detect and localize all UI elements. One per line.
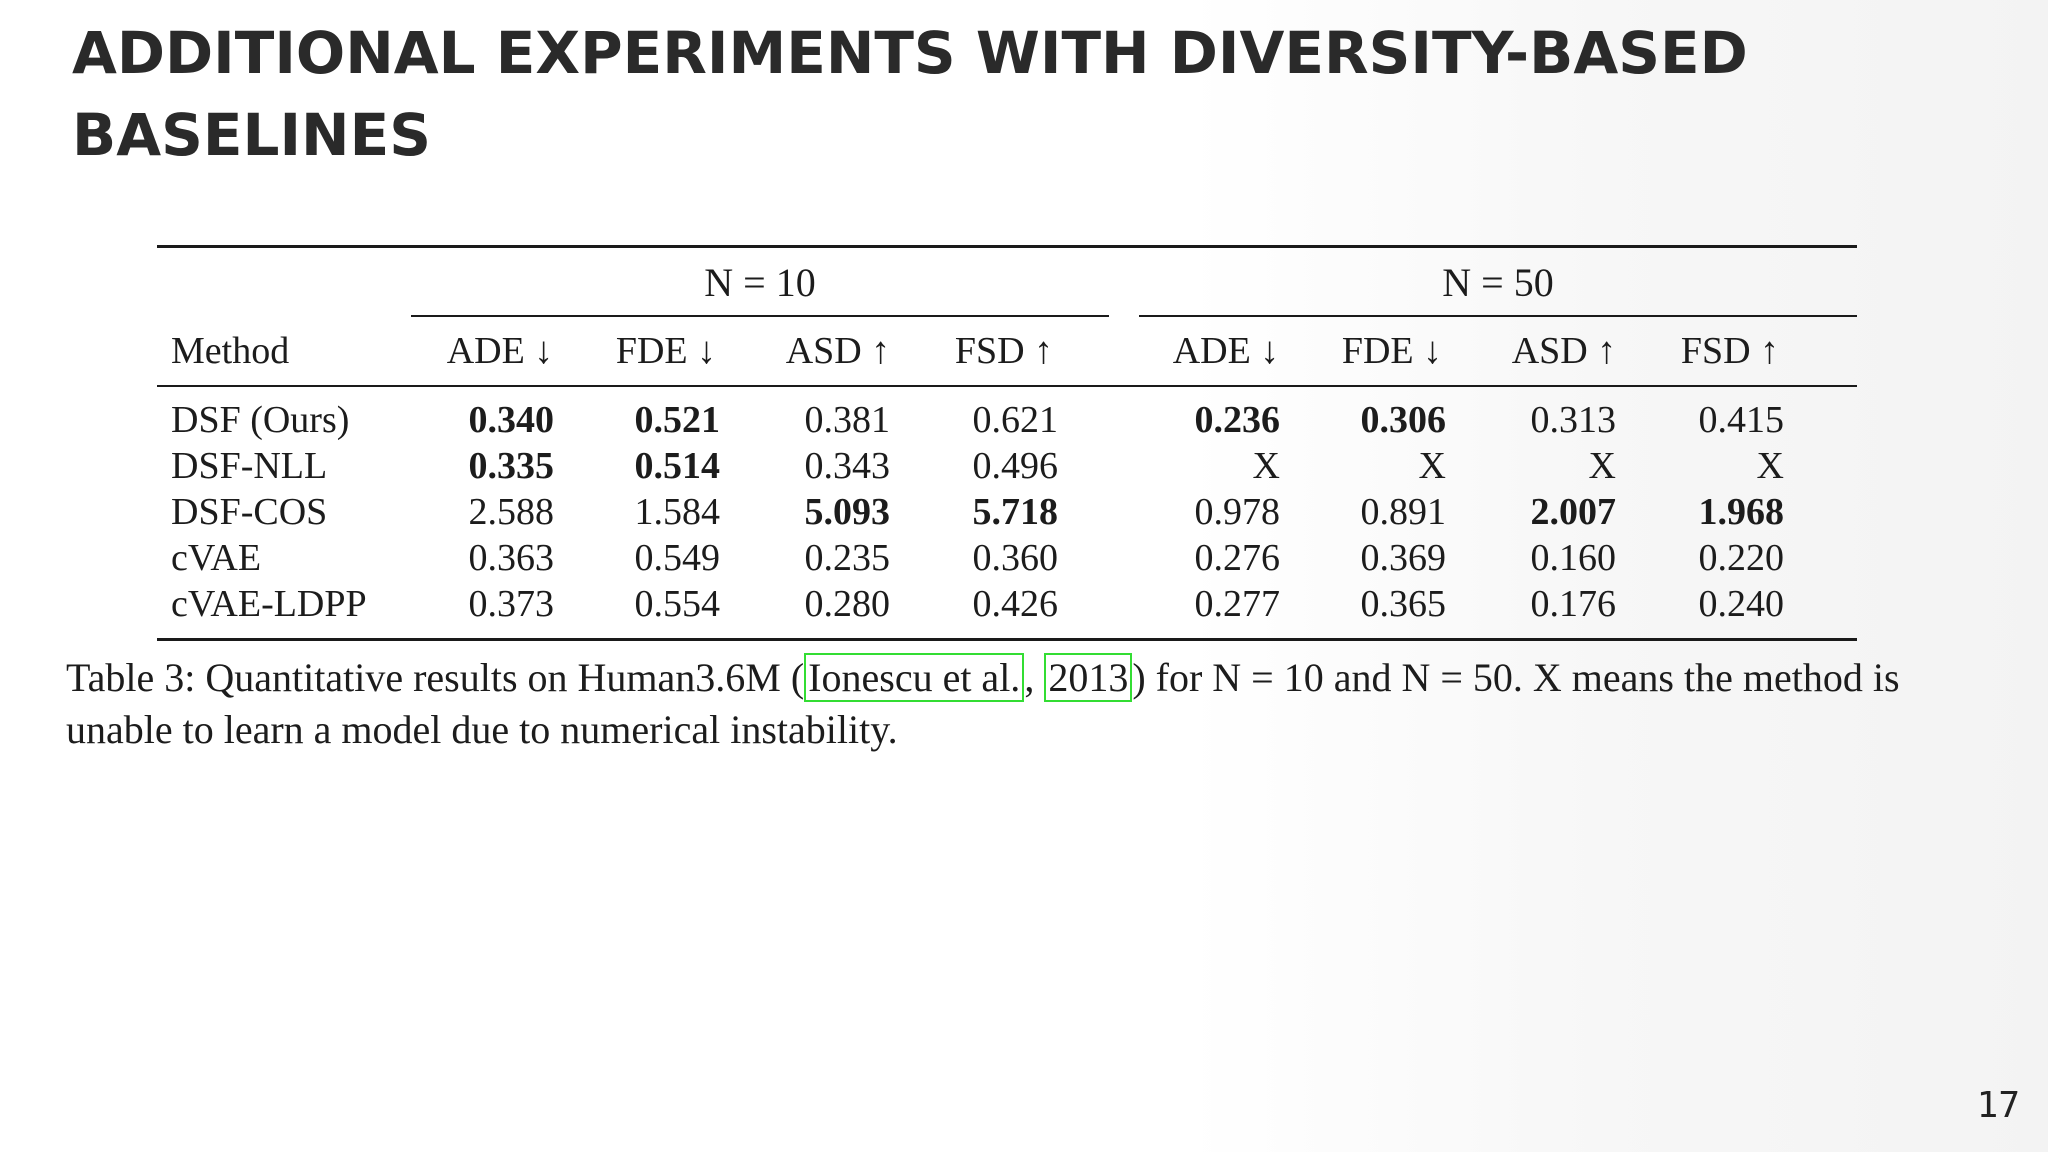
citation-link-year[interactable]: 2013 [1044, 653, 1132, 702]
slide-title: ADDITIONAL EXPERIMENTS WITH DIVERSITY-BASED BASELINES [72, 19, 1748, 169]
caption-suffix: ) for N = 10 and N = 50. X means the method is unable to learn a model due to numerical instability. [66, 655, 1900, 752]
table-cell: 1.584 [634, 491, 720, 533]
table-cell: 0.343 [804, 445, 890, 487]
table-top-rule [157, 245, 1857, 248]
table-cell: 0.373 [468, 583, 554, 625]
column-header-fde-n50: FDE ↓ [1341, 330, 1443, 372]
table-cell: 0.335 [468, 445, 554, 487]
table-cell: 0.280 [804, 583, 890, 625]
row-method: cVAE-LDPP [171, 583, 367, 625]
table-cell: 0.381 [804, 399, 890, 441]
table-cell: 0.240 [1698, 583, 1784, 625]
table-cell: 0.220 [1698, 537, 1784, 579]
table-cell: 0.235 [804, 537, 890, 579]
table-cell: 0.549 [634, 537, 720, 579]
table-cell: 0.426 [972, 583, 1058, 625]
group-header-n10: N = 10 [704, 260, 816, 305]
table-cell: 0.496 [972, 445, 1058, 487]
column-header-asd-n10: ASD ↑ [785, 330, 891, 372]
table-cell: 0.313 [1530, 399, 1616, 441]
caption-cite-separator: , [1024, 655, 1045, 700]
table-cell: 0.978 [1194, 491, 1280, 533]
table-cell: 5.093 [804, 491, 890, 533]
row-method: DSF (Ours) [171, 399, 350, 441]
table-caption [66, 652, 1926, 756]
table-bottom-rule [157, 638, 1857, 641]
table-cell: 0.360 [972, 537, 1058, 579]
caption-prefix: Table 3: Quantitative results on Human3.6M ( [66, 655, 805, 700]
table-cell: X [1418, 445, 1446, 487]
citation-link-authors[interactable]: Ionescu et al. [804, 653, 1024, 702]
row-method: DSF-NLL [171, 445, 328, 487]
table-cell: 0.554 [634, 583, 720, 625]
table-cell: 0.415 [1698, 399, 1784, 441]
table-cell: X [1252, 445, 1280, 487]
table-cell: 0.306 [1360, 399, 1446, 441]
group-header-n50: N = 50 [1442, 260, 1554, 305]
table-cell: 0.176 [1530, 583, 1616, 625]
group-rule-n50 [1139, 315, 1857, 317]
column-header-fsd-n10: FSD ↑ [954, 330, 1054, 372]
table-cell: X [1588, 445, 1616, 487]
column-header-asd-n50: ASD ↑ [1511, 330, 1617, 372]
results-table-figure [60, 240, 1920, 760]
table-cell: 0.160 [1530, 537, 1616, 579]
table-header-rule [157, 385, 1857, 387]
table-cell: 0.521 [634, 399, 720, 441]
table-cell: 0.236 [1194, 399, 1280, 441]
row-method: DSF-COS [171, 491, 328, 533]
table-cell: 2.588 [468, 491, 554, 533]
table-cell: 0.514 [634, 445, 720, 487]
column-header-ade-n50: ADE ↓ [1172, 330, 1280, 372]
group-rule-n10 [411, 315, 1109, 317]
table-cell: 0.277 [1194, 583, 1280, 625]
column-header-fsd-n50: FSD ↑ [1680, 330, 1780, 372]
table-cell: 0.365 [1360, 583, 1446, 625]
table-cell: 5.718 [972, 491, 1058, 533]
page-number: 17 [1976, 1085, 2020, 1126]
table-cell: 0.363 [468, 537, 554, 579]
table-cell: 0.891 [1360, 491, 1446, 533]
table-cell: 1.968 [1698, 491, 1784, 533]
column-header-method: Method [171, 330, 290, 372]
table-cell: 0.340 [468, 399, 554, 441]
table-cell: 0.276 [1194, 537, 1280, 579]
column-header-fde-n10: FDE ↓ [615, 330, 717, 372]
row-method: cVAE [171, 537, 262, 579]
table-cell: 2.007 [1530, 491, 1616, 533]
table-cell: X [1756, 445, 1784, 487]
table-cell: 0.369 [1360, 537, 1446, 579]
table-cell: 0.621 [972, 399, 1058, 441]
column-header-ade-n10: ADE ↓ [446, 330, 554, 372]
